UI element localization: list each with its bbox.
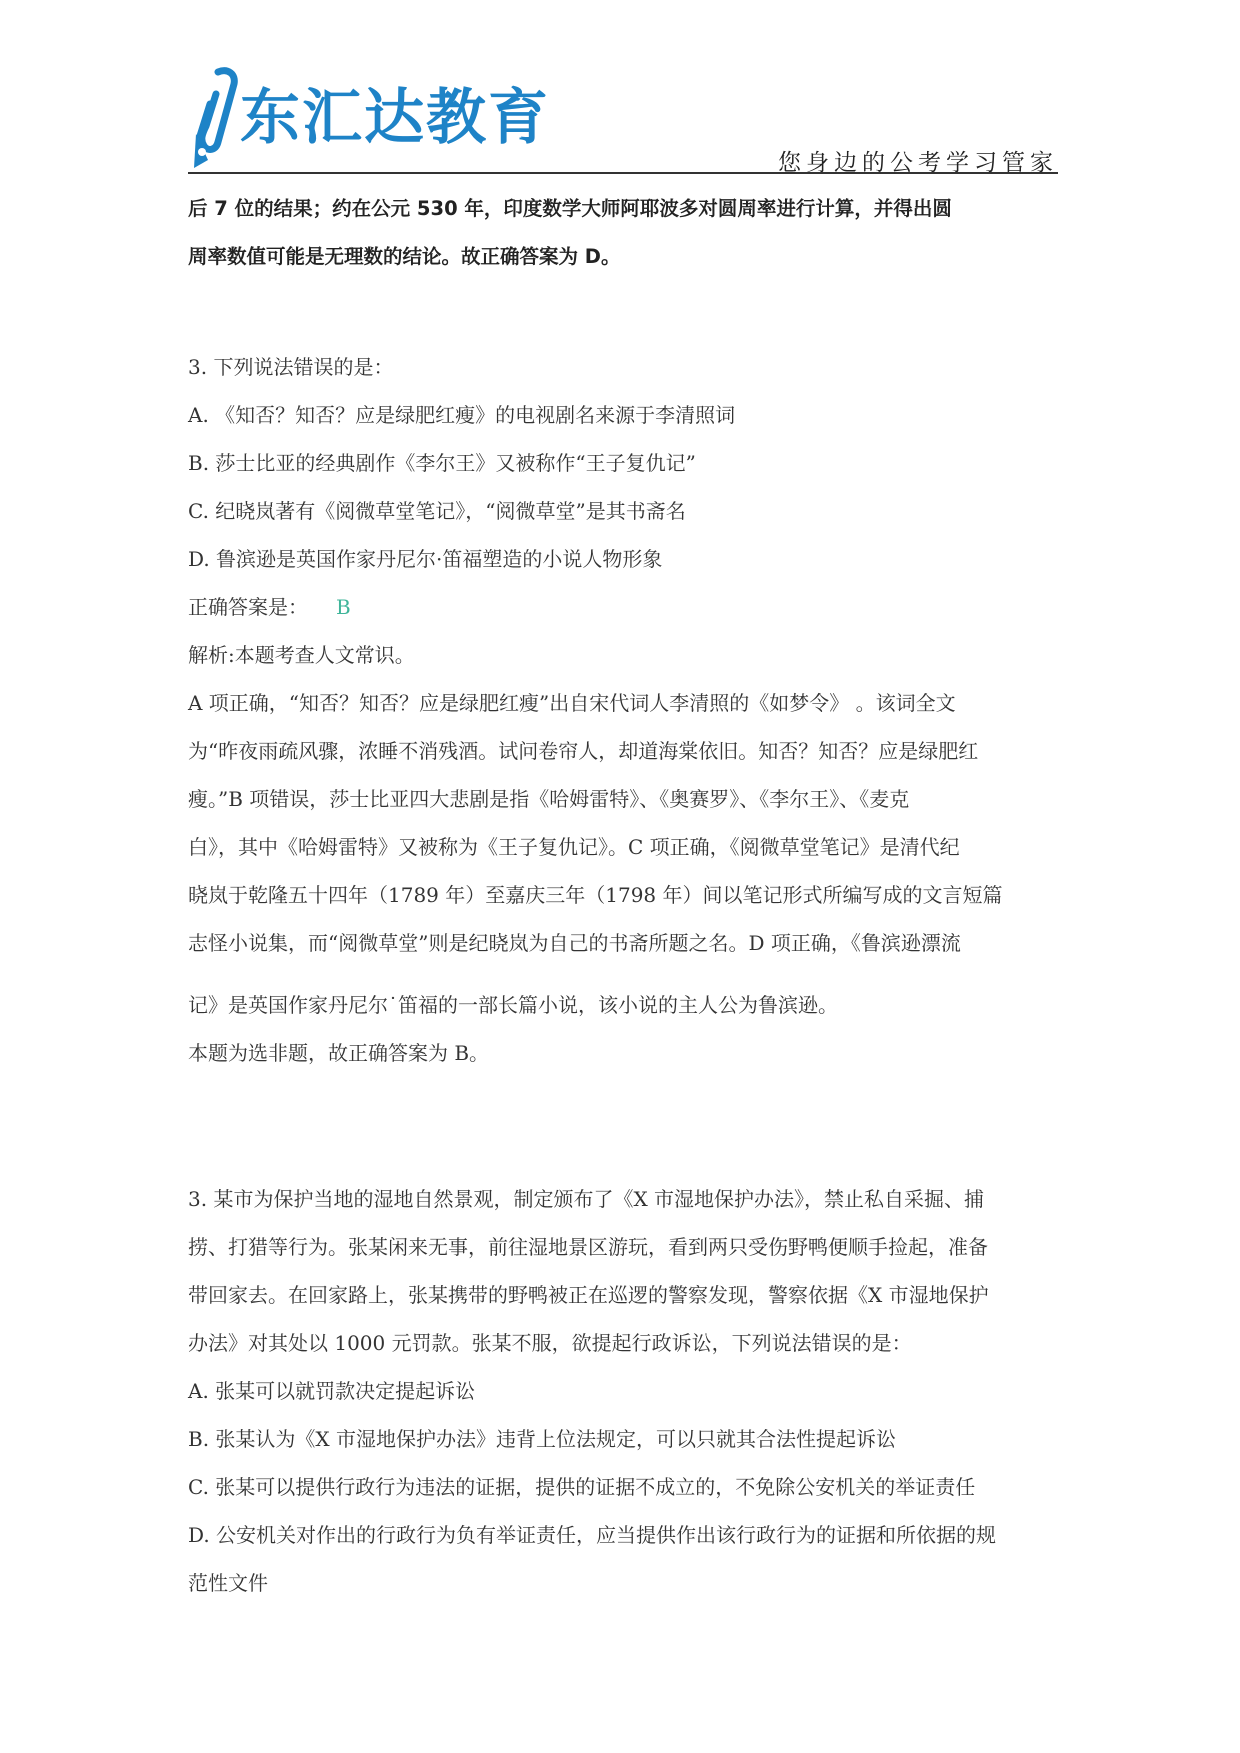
intro-line: 后 7 位的结果；约在公元 530 年，印度数学大师阿耶波多对圆周率进行计算，并得出圆: [188, 197, 952, 220]
option-c: C. 纪晓岚著有《阅微草堂笔记》，“阅微草堂”是其书斋名: [188, 499, 686, 523]
option-a: A. 《知否？知否？应是绿肥红瘦》的电视剧名来源于李清照词: [188, 403, 736, 427]
answer-value: B: [336, 595, 351, 619]
analysis-line: 晓岚于乾隆五十四年（1789 年）至嘉庆三年（1798 年）间以笔记形式所编写成的文言短篇: [188, 883, 1003, 907]
analysis-line: 白》，其中《哈姆雷特》又被称为《王子复仇记》。C 项正确，《阅微草堂笔记》是清代纪: [188, 835, 960, 859]
answer-label: 正确答案是：: [188, 595, 308, 619]
option-d: D. 鲁滨逊是英国作家丹尼尔·笛福塑造的小说人物形象: [188, 547, 663, 571]
question-stem: 办法》对其处以 1000 元罚款。张某不服，欲提起行政诉讼，下列说法错误的是：: [188, 1331, 912, 1355]
brand-logo-text: 东汇达教育: [240, 83, 550, 153]
intro-line: 周率数值可能是无理数的结论。故正确答案为 D。: [188, 245, 621, 268]
question-stem: 3. 某市为保护当地的湿地自然景观，制定颁布了《X 市湿地保护办法》，禁止私自采掘、捕: [188, 1187, 985, 1211]
option-d: D. 公安机关对作出的行政行为负有举证责任，应当提供作出该行政行为的证据和所依据的规: [188, 1523, 997, 1547]
option-b: B. 莎士比亚的经典剧作《李尔王》又被称作“王子复仇记”: [188, 451, 696, 475]
conclusion: 本题为选非题，故正确答案为 B。: [188, 1041, 490, 1065]
analysis-line: 志怪小说集，而“阅微草堂”则是纪晓岚为自己的书斋所题之名。D 项正确，《鲁滨逊漂流: [188, 931, 961, 955]
analysis-tail: 记》是英国作家丹尼尔˙笛福的一部长篇小说，该小说的主人公为鲁滨逊。: [188, 993, 838, 1017]
option-b: B. 张某认为《X 市湿地保护办法》违背上位法规定，可以只就其合法性提起诉讼: [188, 1427, 897, 1451]
brand-tagline: 您身边的公考学习管家: [778, 150, 1058, 176]
question-stem: 带回家去。在回家路上，张某携带的野鸭被正在巡逻的警察发现，警察依据《X 市湿地保护: [188, 1283, 989, 1307]
option-d-continued: 范性文件: [188, 1571, 268, 1595]
spacer: [188, 967, 1058, 981]
spacer: [188, 1077, 1058, 1175]
spacer: [188, 281, 1058, 343]
analysis-line: 为“昨夜雨疏风骤，浓睡不消残酒。试问卷帘人，却道海棠依旧。知否？知否？应是绿肥红: [188, 739, 979, 763]
analysis-line: 瘦。”B 项错误，莎士比亚四大悲剧是指《哈姆雷特》、《奥赛罗》、《李尔王》、《麦克: [188, 787, 910, 811]
analysis-line: 解析:本题考查人文常识。: [188, 643, 415, 667]
document-body: [188, 185, 1058, 1607]
answer-row: [188, 583, 1058, 631]
header-divider: [188, 172, 1058, 174]
pen-clip-logo-icon: [188, 64, 244, 174]
option-a: A. 张某可以就罚款决定提起诉讼: [188, 1379, 476, 1403]
question-stem: 捞、打猎等行为。张某闲来无事，前往湿地景区游玩，看到两只受伤野鸭便顺手捡起，准备: [188, 1235, 988, 1259]
page-header: [188, 58, 1058, 176]
option-c: C. 张某可以提供行政行为违法的证据，提供的证据不成立的，不免除公安机关的举证责任: [188, 1475, 976, 1499]
question-stem: 3. 下列说法错误的是：: [188, 355, 394, 379]
analysis-line: A 项正确，“知否？知否？应是绿肥红瘦”出自宋代词人李清照的《如梦令》 。该词全文: [188, 691, 956, 715]
